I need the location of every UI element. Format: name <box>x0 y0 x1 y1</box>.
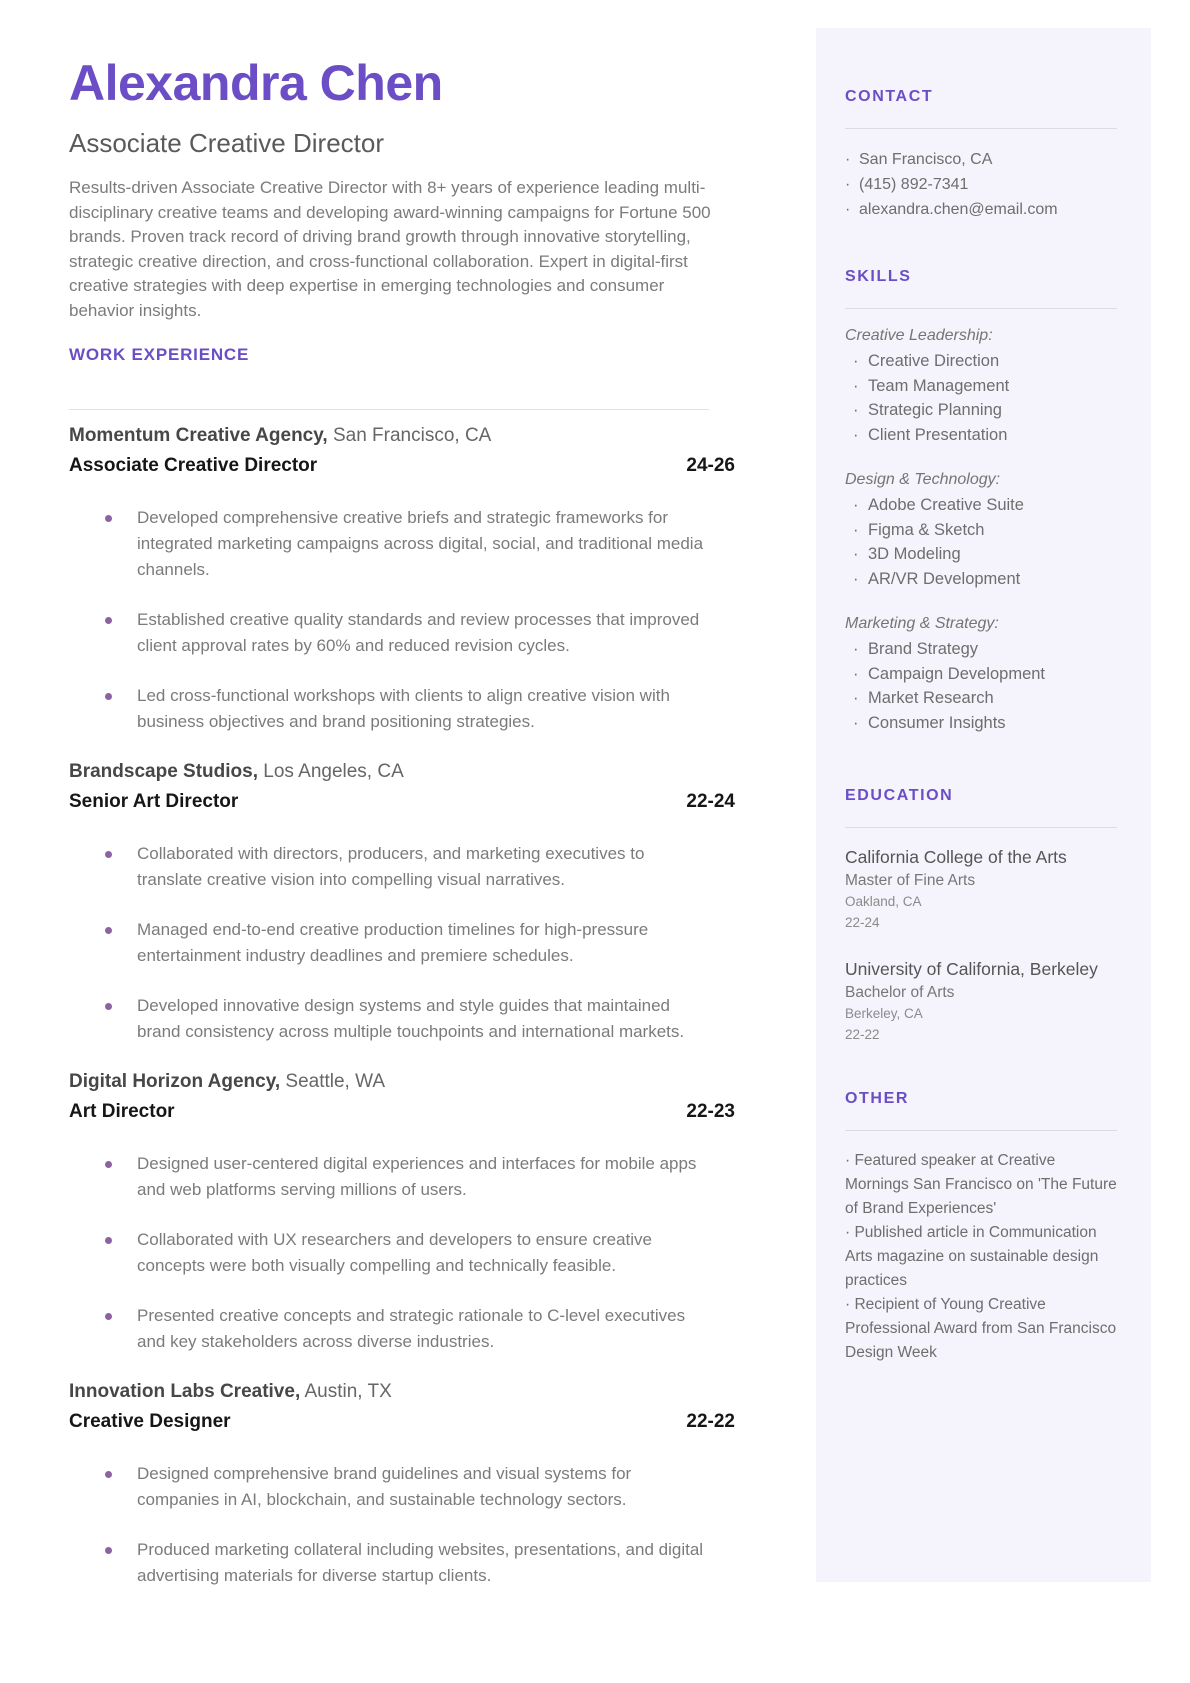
work-experience-divider <box>69 409 709 410</box>
other-item: · Featured speaker at Creative Mornings San Francisco on 'The Future of Brand Experiences' <box>845 1149 1117 1221</box>
job-bullet: Developed innovative design systems and style guides that maintained brand consistency across multiple touchpoints and international markets. <box>105 993 705 1045</box>
job-dates: 22-23 <box>686 1101 735 1122</box>
contact-phone: · (415) 892-7341 <box>845 172 1117 197</box>
education-entry <box>845 958 1117 1044</box>
job-bullet-list <box>69 841 735 1045</box>
school-name: University of California, Berkeley <box>845 959 1098 979</box>
skills-section <box>845 268 1117 735</box>
job-company-line <box>69 1071 735 1093</box>
skill-group <box>845 471 1117 591</box>
job-bullet: Developed comprehensive creative briefs and strategic frameworks for integrated marketing campaigns across digital, social, and traditional media channels. <box>105 505 705 583</box>
job-bullet: Produced marketing collateral including websites, presentations, and digital advertising materials for diverse startup clients. <box>105 1537 705 1589</box>
job-title: Creative Designer <box>69 1411 231 1432</box>
education-divider <box>845 827 1117 828</box>
contact-heading: CONTACT <box>845 88 934 105</box>
other-divider <box>845 1130 1117 1131</box>
main-column <box>69 0 735 1683</box>
skill-item: · AR/VR Development <box>845 567 1117 592</box>
job-bullet: Managed end-to-end creative production timelines for high-pressure entertainment industry deadlines and premiere schedules. <box>105 917 705 969</box>
education-entry <box>845 846 1117 932</box>
skill-item: · 3D Modeling <box>845 542 1117 567</box>
company-location: Austin, TX <box>304 1381 392 1402</box>
job-title: Senior Art Director <box>69 791 239 812</box>
skill-group-label: Marketing & Strategy: <box>845 615 999 632</box>
school-years: 22-24 <box>845 915 880 930</box>
contact-email: · alexandra.chen@email.com <box>845 197 1117 222</box>
job-bullet-list <box>69 1151 735 1355</box>
other-section <box>845 1090 1117 1365</box>
education-section <box>845 787 1117 1044</box>
school-location: Oakland, CA <box>845 894 922 909</box>
school-location: Berkeley, CA <box>845 1006 923 1021</box>
skill-item: · Strategic Planning <box>845 398 1117 423</box>
company-name: Brandscape Studios, <box>69 761 258 782</box>
skill-item: · Creative Direction <box>845 349 1117 374</box>
other-heading: OTHER <box>845 1090 909 1107</box>
company-name: Innovation Labs Creative, <box>69 1381 301 1402</box>
job-title: Art Director <box>69 1101 175 1122</box>
skill-group-label: Design & Technology: <box>845 471 1001 488</box>
company-name: Momentum Creative Agency, <box>69 425 328 446</box>
job-company-line <box>69 1381 735 1403</box>
skill-group <box>845 327 1117 447</box>
job-title-row <box>69 1411 735 1433</box>
job-bullet: Presented creative concepts and strategic rationale to C-level executives and key stakeholders across diverse industries. <box>105 1303 705 1355</box>
job-entry <box>69 1071 735 1355</box>
work-experience-heading: WORK EXPERIENCE <box>69 345 250 364</box>
skill-group <box>845 615 1117 735</box>
school-degree: Master of Fine Arts <box>845 872 976 889</box>
school-name: California College of the Arts <box>845 847 1067 867</box>
job-entry <box>69 1381 735 1589</box>
job-title-row <box>69 791 735 813</box>
company-location: Los Angeles, CA <box>263 761 404 782</box>
skill-item: · Figma & Sketch <box>845 518 1117 543</box>
company-name: Digital Horizon Agency, <box>69 1071 281 1092</box>
job-bullet: Designed user-centered digital experiences and interfaces for mobile apps and web platforms serving millions of users. <box>105 1151 705 1203</box>
skills-heading: SKILLS <box>845 268 912 285</box>
job-dates: 24-26 <box>686 455 735 476</box>
job-bullet-list <box>69 505 735 735</box>
skills-divider <box>845 308 1117 309</box>
skill-item: · Consumer Insights <box>845 711 1117 736</box>
contact-divider <box>845 128 1117 129</box>
other-item: · Published article in Communication Arts magazine on sustainable design practices <box>845 1221 1117 1293</box>
company-location: San Francisco, CA <box>332 425 492 446</box>
school-degree: Bachelor of Arts <box>845 984 955 1001</box>
company-location: Seattle, WA <box>285 1071 386 1092</box>
job-bullet: Collaborated with directors, producers, and marketing executives to translate creative vision into compelling visual narratives. <box>105 841 705 893</box>
skill-item: · Team Management <box>845 374 1117 399</box>
job-bullet: Established creative quality standards and review processes that improved client approval rates by 60% and reduced revision cycles. <box>105 607 705 659</box>
job-company-line <box>69 425 735 447</box>
job-entry <box>69 761 735 1045</box>
skill-item: · Market Research <box>845 686 1117 711</box>
skill-item: · Campaign Development <box>845 662 1117 687</box>
person-title: Associate Creative Director <box>69 128 384 158</box>
school-years: 22-22 <box>845 1027 880 1042</box>
job-bullet-list <box>69 1461 735 1589</box>
job-dates: 22-24 <box>686 791 735 812</box>
skill-item: · Adobe Creative Suite <box>845 493 1117 518</box>
job-bullet: Collaborated with UX researchers and developers to ensure creative concepts were both visually compelling and technically feasible. <box>105 1227 705 1279</box>
job-entry <box>69 425 735 735</box>
contact-location: · San Francisco, CA <box>845 147 1117 172</box>
other-item: · Recipient of Young Creative Professional Award from San Francisco Design Week <box>845 1293 1117 1365</box>
job-dates: 22-22 <box>686 1411 735 1432</box>
sidebar <box>816 28 1151 1582</box>
job-title-row <box>69 1101 735 1123</box>
education-heading: EDUCATION <box>845 787 954 804</box>
job-bullet: Designed comprehensive brand guidelines and visual systems for companies in AI, blockchain, and sustainable technology sectors. <box>105 1461 705 1513</box>
skill-item: · Brand Strategy <box>845 637 1117 662</box>
person-name: Alexandra Chen <box>69 55 443 111</box>
job-bullet: Led cross-functional workshops with clients to align creative vision with business objectives and brand positioning strategies. <box>105 683 705 735</box>
contact-section <box>845 88 1117 222</box>
job-company-line <box>69 761 735 783</box>
skill-item: · Client Presentation <box>845 423 1117 448</box>
job-title-row <box>69 455 735 477</box>
job-title: Associate Creative Director <box>69 455 318 476</box>
skill-group-label: Creative Leadership: <box>845 327 993 344</box>
summary-paragraph: Results-driven Associate Creative Director with 8+ years of experience leading multi-disciplinary creative teams and developing award-winning campaigns for Fortune 500 brands. Proven track record of driving brand growth through innovative storytelling, strategic creative direction, and cross-functional collaboration. Expert in digital-first creative strategies with deep expertise in emerging technologies and consumer behavior insights. <box>69 178 711 320</box>
